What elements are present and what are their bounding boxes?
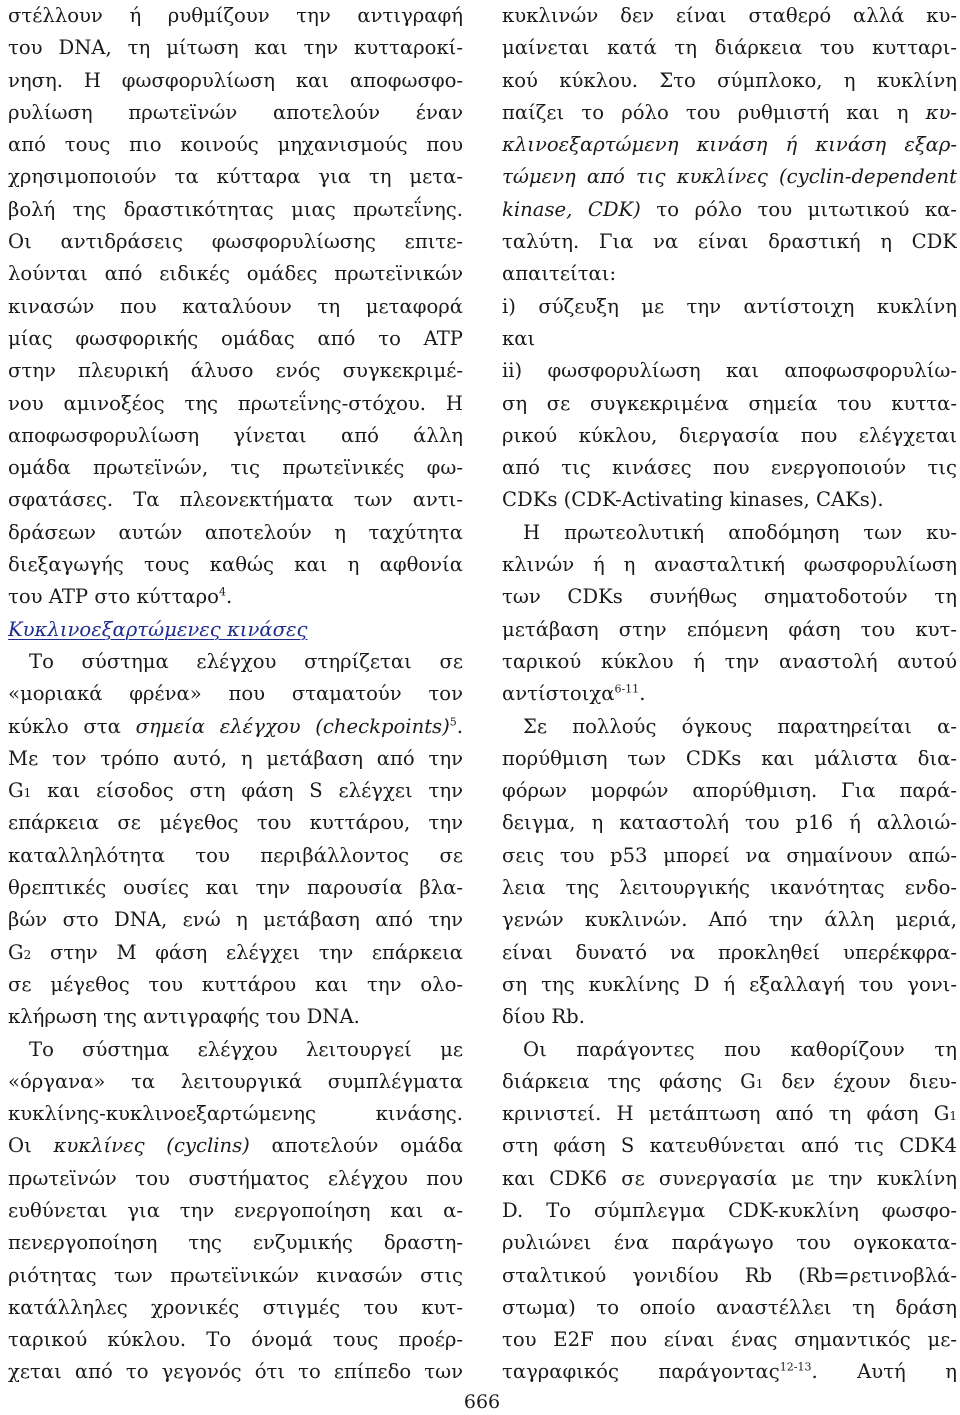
text-line: επάρκεια σε μέγεθος του κυττάρου, την [8,811,463,835]
text-line: σταλτικού γονιδίου Rb (Rb=ρετινοβλά- [502,1263,957,1287]
text-line: στέλλουν ή ρυθμίζουν την αντιγραφή [8,4,463,27]
text-line: αντίστοιχα$^{6-11}$. [502,682,646,706]
text-line: από τις κινάσες που ενεργοποιούν τις [502,456,957,480]
text-line: ρυλίωση πρωτεϊνών αποτελούν έναν [8,100,463,124]
text-line: κύκλο στα σημεία ελέγχου (checkpoints)$^5$. [8,714,463,738]
text-line: ση της κυκλίνης D ή εξαλλαγή του γονι- [502,972,957,996]
text-line: Οι κυκλίνες (cyclins) αποτελούν ομάδα [8,1134,463,1158]
section-heading: Κυκλινοεξαρτώμενες κινάσες [8,617,308,641]
text-line: βών στο DNA, ενώ η μετάβαση από την [8,908,463,932]
text-line: ριότητας των πρωτεϊνικών κινασών στις [8,1263,463,1287]
text-line: είναι δυνατό να προκληθεί υπερέκφρα- [502,940,957,964]
text-line: G1 και είσοδος στη φάση S ελέγχει την [8,779,463,803]
term-cyclins: κυκλίνες (cyclins) [53,1134,250,1158]
text-line: και CDK6 σε συνεργασία με την κυκλίνη [502,1166,957,1190]
text-line: χρησιμοποιούν τα κύτταρα για τη μετα- [8,165,463,189]
text-line: και [502,326,536,350]
text-line: του ATP στο κύτταρο$^4$. [8,585,233,609]
text-line: πορύθμιση των CDKs και μάλιστα δια- [502,746,957,770]
text-line: ii) φωσφορυλίωση και αποφωσφορυλίω- [502,359,957,383]
left-column [8,0,463,1389]
text-line: απαιτείται: [502,262,617,286]
text-line: Η πρωτεολυτική αποδόμηση των κυ- [523,520,957,544]
text-line: σεις του p53 μπορεί να σημαίνουν απώ- [502,843,957,867]
text-line: του E2F που είναι ένας σημαντικός με- [502,1328,957,1352]
term-checkpoints: σημεία ελέγχου (checkpoints) [135,714,450,738]
text-line: kinase, CDK) το ρόλο του μιτωτικού κα- [502,197,957,221]
reference-superscript: 5 [449,715,457,728]
reference-superscript: 4 [218,585,226,599]
text-line: ση σε συγκεκριμένα σημεία του κυττα- [502,391,957,415]
text-line: «μοριακά φρένα» που σταματούν τον [8,682,463,706]
text-line: των CDKs συνήθως σηματοδοτούν τη [502,585,957,609]
text-line: βολή της δραστικότητας μιας πρωτεΐνης. [8,197,463,221]
text-line: κυκλινών δεν είναι σταθερό αλλά κυ- [502,4,957,27]
text-line: κλήρωση της αντιγραφής του DNA. [8,1005,360,1029]
text-line: του DNA, τη μίτωση και την κυτταροκί- [8,36,463,60]
text-line: πρωτεϊνών του συστήματος ελέγχου που [8,1166,463,1190]
text-line: γενών κυκλινών. Από την άλλη μεριά, [502,908,957,932]
text-line: κού κύκλου. Στο σύμπλοκο, η κυκλίνη [502,68,957,92]
text-line: Το σύστημα ελέγχου λειτουργεί με [29,1037,463,1061]
text-line: αποφωσφορυλίωση γίνεται από άλλη [8,423,463,447]
text-line: D. Το σύμπλεγμα CDK-κυκλίνη φωσφο- [502,1198,957,1222]
text-line: σφατάσες. Τα πλεονεκτήματα των αντι- [8,488,463,512]
reference-superscript: 12-13 [779,1360,812,1374]
text-line: νου αμινοξέος της πρωτεΐνης-στόχου. Η [8,391,463,415]
text-line: δειγμα, η καταστολή του p16 ή αλλοιώ- [502,811,957,835]
text-line: διεξαγωγής τους καθώς και η αφθονία [8,553,463,577]
text-line: λούνται από ειδικές ομάδες πρωτεϊνικών [8,262,463,286]
text-line: ρικού κύκλου, διεργασία που ελέγχεται [502,423,957,447]
text-line: κινασών που καταλύουν τη μεταφορά [8,294,463,318]
text-line: από τους πιο κοινούς μηχανισμούς που [8,133,463,157]
text-line: i) σύζευξη με την αντίστοιχη κυκλίνη [502,294,957,318]
text-line: στη φάση S κατευθύνεται από τις CDK4 [502,1134,957,1158]
text-line: τώμενη από τις κυκλίνες (cyclin-dependent [502,165,957,189]
text-line: ταρικού κύκλου ή την αναστολή αυτού [502,649,957,673]
text-line: Με τον τρόπο αυτό, η μετάβαση από την [8,746,463,770]
text-line: χεται από το γεγονός ότι το επίπεδο των [8,1360,463,1384]
text-line: ταγραφικός παράγοντας$^{12-13}$. Αυτή η [502,1360,957,1384]
text-line: διάρκεια της φάσης G1 δεν έχουν διευ- [502,1069,957,1093]
text-line: ομάδα πρωτεϊνών, τις πρωτεϊνικές φω- [8,456,463,480]
text-line: στην πλευρική άλυσο ενός συγκεκριμέ- [8,359,463,383]
text-line: μετάβαση στην επόμενη φάση του κυτ- [502,617,957,641]
text-line: CDKs (CDK-Activating kinases, CAKs). [502,488,884,512]
text-line: κυκλίνης-κυκλινοεξαρτώμενης κινάσης. [8,1102,463,1126]
text-line: ταρικού κύκλου. Το όνομά τους προέρ- [8,1328,463,1352]
text-line: Σε πολλούς όγκους παρατηρείται α- [523,714,957,738]
text-line: κλινών ή η ανασταλτική φωσφορυλίωση [502,553,957,577]
text-line: φόρων μορφών απορύθμιση. Για παρά- [502,779,957,803]
text-line: μαίνεται κατά τη διάρκεια του κυτταρι- [502,36,957,60]
text-line: Το σύστημα ελέγχου στηρίζεται σε [29,649,463,673]
text-line: Οι παράγοντες που καθορίζουν τη [523,1037,957,1061]
text-line: G2 στην Μ φάση ελέγχει την επάρκεια [8,940,463,964]
text-line: ρυλιώνει ένα παράγωγο του ογκοκατα- [502,1231,957,1255]
text-line: μίας φωσφορικής ομάδας από το ATP [8,326,463,350]
text-line: θρεπτικές ουσίες και την παρουσία βλα- [8,876,463,900]
text-line: «όργανα» τα λειτουργικά συμπλέγματα [8,1069,463,1093]
text-line: σε μέγεθος του κυττάρου και την ολο- [8,972,463,996]
text-line: καταλληλότητα του περιβάλλοντος σε [8,843,463,867]
text-line: δίου Rb. [502,1005,585,1029]
text-line: δράσεων αυτών αποτελούν η ταχύτητα [8,520,463,544]
text-line: πενεργοποίηση της ενζυμικής δραστη- [8,1231,463,1255]
right-column [502,0,957,1389]
reference-superscript: 6-11 [614,682,640,696]
text-line: στωμα) το οποίο αναστέλλει τη δράση [502,1295,957,1319]
text-line: ευθύνεται για την ενεργοποίηση και α- [8,1198,463,1222]
text-line: παίζει το ρόλο του ρυθμιστή και η κυ- [502,100,957,124]
text-line: Οι αντιδράσεις φωσφορυλίωσης επιτε- [8,230,463,254]
text-line: κλινοεξαρτώμενη κινάση ή κινάση εξαρ- [502,133,957,157]
text-line: κρινιστεί. Η μετάπτωση από τη φάση G1 [502,1102,957,1126]
text-line: νηση. Η φωσφορυλίωση και αποφωσφο- [8,68,463,92]
page-number: 666 [463,1391,501,1413]
text-line: λεια της λειτουργικής ικανότητας ενδο- [502,876,957,900]
text-line: κατάλληλες χρονικές στιγμές του κυτ- [8,1295,463,1319]
text-line: ταλύτη. Για να είναι δραστική η CDK [502,230,957,254]
